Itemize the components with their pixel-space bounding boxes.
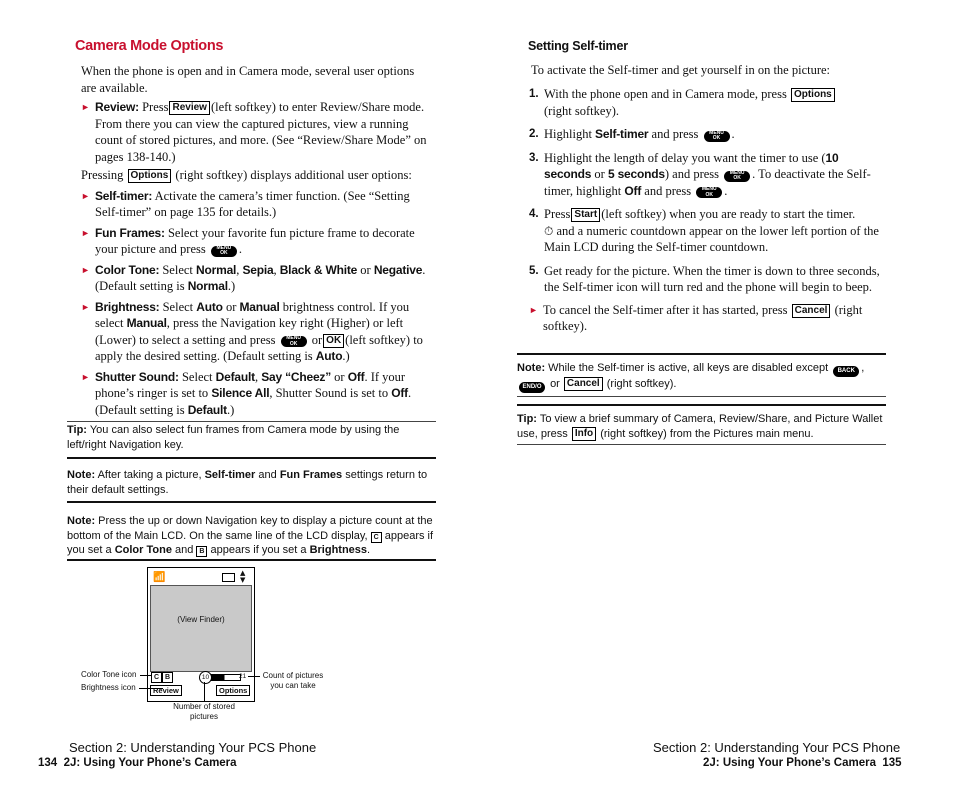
bullet-icon: ► [81,190,90,201]
review-text: Press [142,100,169,114]
ok-softkey: OK [323,334,344,348]
right-footer-chapter [703,757,902,769]
self-timer-text: Activate the camera’s timer function. (See “Setting Self-timer” on page 135 for details.) [95,188,410,219]
callout-brightness: Brightness icon [81,683,136,692]
right-steps [529,86,886,335]
option-brightness: ► Brightness: Select Auto or Manual brightness control. If you select Manual, press the Navigation key right (Higher) or left (Lower) to select a setting and press MENU OK or OK (left softkey) to apply the desired setting. (Default setting is Auto.) [81,299,423,363]
back-key-icon: BACK [833,366,859,377]
self-timer-label: Self-timer: [95,188,153,203]
right-footer-section: Section 2: Understanding Your PCS Phone [653,740,901,755]
review-softkey: Review [169,101,209,115]
info-softkey: Info [572,427,596,441]
pressing-text: Pressing [81,168,124,182]
right-tip: Tip: To view a brief summary of Camera, Review/Share, and Picture Wallet use, press Info (right softkey) from the Pictures main menu. [517,413,883,440]
brightness-label: Brightness: [95,299,160,314]
end-key-icon: END/O [519,382,545,393]
bullet-icon: ► [81,102,90,112]
cancel-instruction: ► To cancel the Self-timer after it has started, press Cancel (right softkey). [529,302,863,333]
view-finder [150,585,252,672]
memory-bar [211,674,241,681]
page-number: 135 [882,757,902,769]
bullet-icon: ► [81,371,90,382]
page-number: 134 [38,757,58,769]
menu-ok-icon: MENU OK [704,131,730,142]
pressing-options-line [81,167,433,184]
color-tone-lcd-icon: C [371,532,382,543]
callout-stored: Number of stored pictures [173,702,235,721]
menu-ok-icon: MENU OK [281,336,307,347]
menu-ok-icon: MENU OK [696,187,722,198]
step-4: 4. Press Start (left softkey) when you are ready to start the timer. ⏱ and a numeric countdown appear on the lower left portion of the Main LCD during the Self-timer countdown. [529,207,879,254]
left-intro: When the phone is open and in Camera mode, several user options are available. [81,64,415,95]
callout-color-tone: Color Tone icon [81,670,137,679]
step-3: 3. Highlight the length of delay you want the timer to use (10 seconds or 5 seconds) and press MENU OK . To deactivate the Self-timer, highlight Off and press MENU OK . [529,150,871,198]
option-color-tone: ► Color Tone: Select Normal, Sepia, Black & White or Negative. (Default setting is Normal.) [81,262,426,293]
fun-frames-text: Select your favorite fun picture frame to decorate your picture and press [95,225,415,256]
bullet-icon: ► [81,264,90,275]
review-softkey-lcd: Review [150,685,182,696]
color-tone-indicator: C [151,672,162,683]
remaining-count: 21 [239,673,247,680]
options-softkey-lcd: Options [216,685,250,696]
bullet-icon: ► [81,301,90,312]
chapter-title: 2J: Using Your Phone’s Camera [703,757,876,769]
brightness-lcd-icon: B [196,546,207,557]
left-footer-chapter [38,757,237,769]
brightness-indicator: B [162,672,173,683]
divider [67,457,436,459]
stored-count: 10 [199,671,212,684]
cancel-softkey: Cancel [564,377,603,391]
color-tone-label: Color Tone: [95,262,160,277]
callout-line [139,688,163,689]
bullet-icon: ► [529,304,538,315]
divider [517,404,886,406]
callout-line [204,682,205,701]
option-review [81,99,433,165]
option-shutter-sound: ► Shutter Sound: Select Default, Say “Cheez” or Off. If your phone’s ringer is set to Silence All, Shutter Sound is set to Off. (Default setting is Default.) [81,369,412,417]
self-timer-icon: ⏱ [544,223,554,238]
options-softkey: Options [791,88,835,102]
divider [67,421,436,422]
left-note-2: Note: Press the up or down Navigation key to display a picture count at the bottom of the Main LCD. On the same line of the LCD display, C appears if you set a Color Tone and B appears if you set a Brightness. [67,515,434,556]
pressing-text-2: (right softkey) displays additional user options: [175,168,412,182]
shutter-sound-label: Shutter Sound: [95,369,179,384]
divider [517,396,886,397]
divider [517,444,886,445]
fun-frames-label: Fun Frames: [95,225,165,240]
option-self-timer [81,188,433,221]
cancel-softkey: Cancel [792,304,831,318]
right-intro: To activate the Self-timer and get yourself in on the picture: [531,63,831,77]
review-label: Review: [95,100,139,114]
view-finder-label: (View Finder) [177,615,225,624]
scroll-arrows-icon: ▲ ▼ [240,569,246,584]
start-softkey: Start [571,208,600,222]
divider [67,501,436,503]
divider [517,353,886,355]
step-2: 2. Highlight Self-timer and press MENU OK . [529,127,735,141]
left-footer-section: Section 2: Understanding Your PCS Phone [69,740,317,755]
chapter-title: 2J: Using Your Phone’s Camera [63,757,237,769]
callout-count: Count of pictures you can take [262,671,324,690]
right-heading: Setting Self-timer [528,39,628,53]
callout-line [140,675,152,676]
left-options-list [81,99,433,418]
left-tip: Tip: You can also select fun frames from Camera mode by using the left/right Navigation key. [67,424,400,451]
step-1: 1. With the phone open and in Camera mode, press Options (right softkey). [529,86,886,119]
options-softkey: Options [128,169,172,183]
left-note-1: Note: After taking a picture, Self-timer and Fun Frames settings return to their default settings. [67,469,428,496]
lcd-figure [147,567,255,702]
menu-ok-icon: MENU OK [724,171,750,182]
step-5: 5. Get ready for the picture. When the timer is down to three seconds, the Self-timer icon will turn red and the phone will begin to beep. [529,263,880,294]
battery-icon [222,573,235,582]
bullet-icon: ► [81,227,90,238]
right-note: Note: While the Self-timer is active, all keys are disabled except BACK , END/O or Cancel (right softkey). [517,361,886,393]
divider [67,559,436,561]
option-fun-frames: ► Fun Frames: Select your favorite fun picture frame to decorate your picture and press MENU OK . [81,225,415,256]
signal-icon: 📶 [153,572,166,583]
review-text-2: (left softkey) to enter Review/Share mode. From there you can view the captured pictures, view a running count of stored pictures, and more. (See “Review/Share Mode” on pages 138-140.) [95,100,427,164]
callout-line [248,676,260,677]
menu-ok-icon: MENU OK [211,246,237,257]
left-heading: Camera Mode Options [75,38,224,54]
